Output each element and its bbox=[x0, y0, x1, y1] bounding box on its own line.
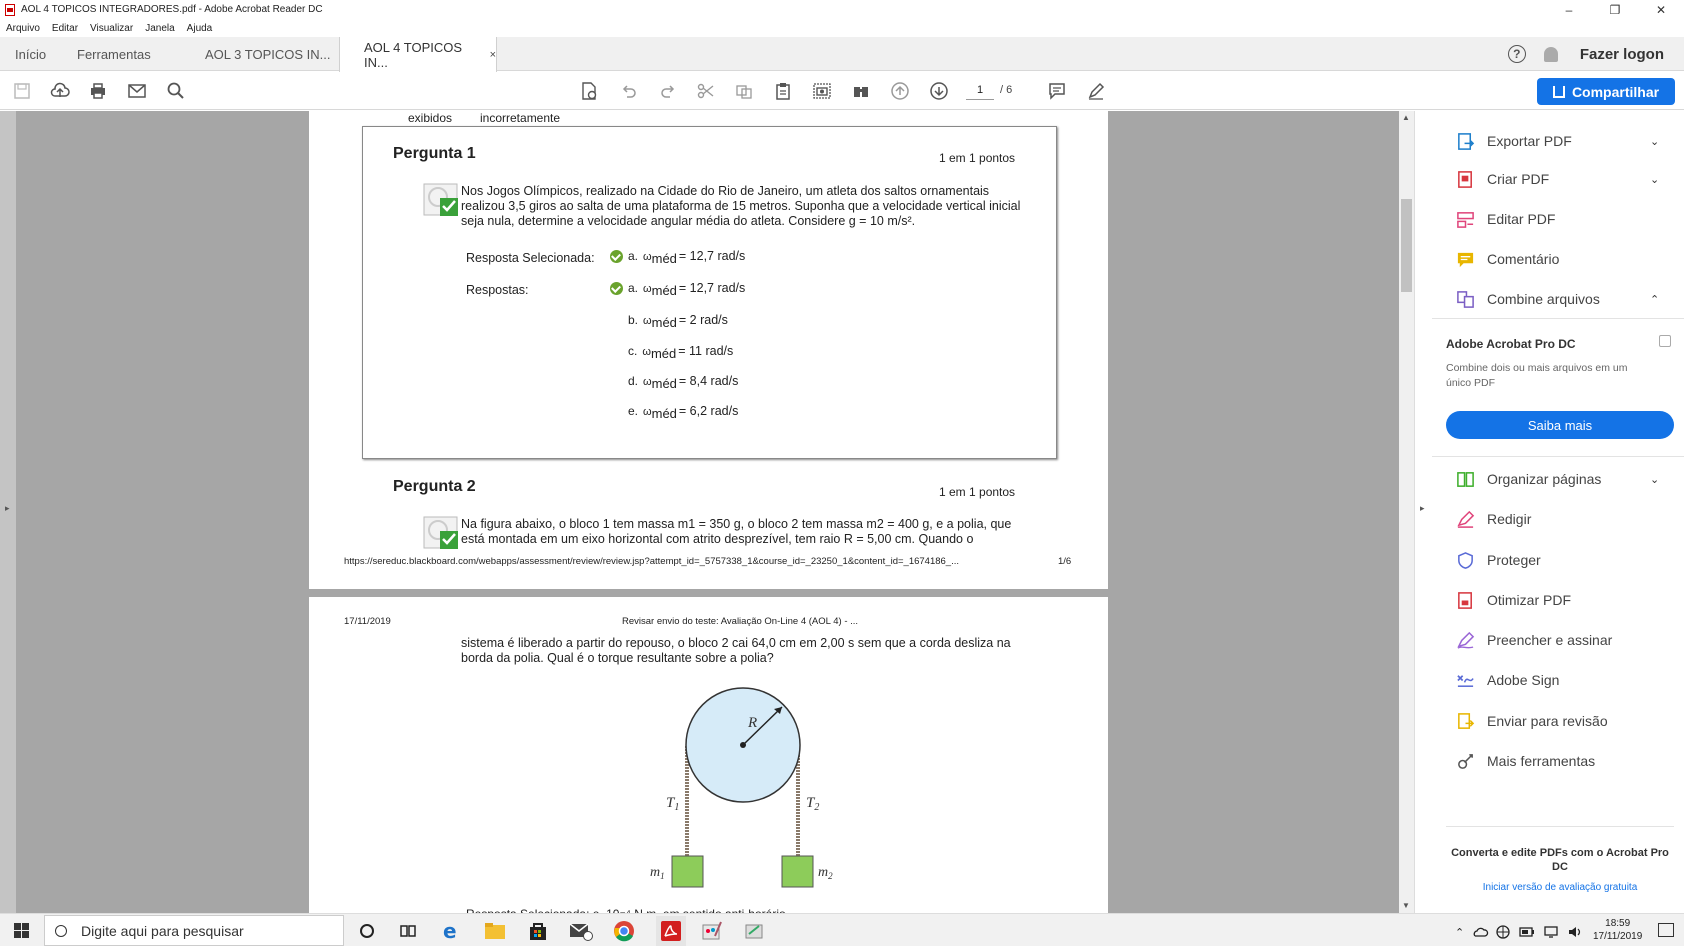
action-center-icon[interactable] bbox=[1658, 923, 1674, 937]
table-cut-right: incorretamente bbox=[480, 111, 561, 125]
export-pdf-icon bbox=[1456, 132, 1475, 151]
page-header-title: Revisar envio do teste: Avaliação On-Line 4 (AOL 4) - ... bbox=[622, 616, 859, 627]
answer-option-d: d. ω méd = 8,4 rad/s bbox=[628, 374, 739, 391]
email-icon[interactable] bbox=[126, 80, 148, 102]
tool-redigir[interactable]: Redigir bbox=[1456, 506, 1531, 532]
system-tray bbox=[1455, 925, 1581, 939]
page-footer-url: https://sereduc.blackboard.com/webapps/assessment/review/review.jsp?attempt_id=_5757338_1&course_id=_23250_1&content_id=_1674186_... bbox=[344, 556, 960, 567]
document-viewer[interactable] bbox=[0, 111, 1414, 913]
tool-organizar-paginas[interactable]: Organizar páginas ⌄ bbox=[1456, 466, 1601, 492]
menu-arquivo[interactable]: Arquivo bbox=[6, 22, 40, 34]
main-toolbar bbox=[0, 72, 1684, 110]
menu-bar bbox=[0, 19, 1684, 37]
page-header-date: 17/11/2019 bbox=[344, 616, 391, 627]
answer-option-b: b. ω méd = 2 rad/s bbox=[628, 313, 728, 330]
tab-doc-aol4[interactable] bbox=[339, 37, 497, 72]
paint-app-icon[interactable] bbox=[701, 920, 723, 942]
taskbar-search-input[interactable]: Digite aqui para pesquisar bbox=[44, 915, 344, 946]
question-1-title: Pergunta 1 bbox=[393, 145, 476, 162]
tray-chevron-up-icon[interactable]: ⌃ bbox=[1455, 926, 1465, 939]
tool-criar-pdf[interactable]: Criar PDF ⌄ bbox=[1456, 166, 1549, 192]
redact-icon bbox=[1456, 510, 1475, 529]
answer-option-c: c. ω méd = 11 rad/s bbox=[628, 344, 734, 361]
shield-icon bbox=[1456, 551, 1475, 570]
check-icon bbox=[610, 250, 623, 263]
mass-1-label: $m_1$ bbox=[650, 865, 665, 881]
comment-tool-icon bbox=[1456, 250, 1475, 269]
mass-2-label: $m_2$ bbox=[818, 865, 833, 881]
windows-start-icon[interactable] bbox=[14, 923, 29, 938]
tab-doc-aol4-label: AOL 4 TOPICOS IN... bbox=[364, 39, 463, 70]
print-icon[interactable] bbox=[87, 80, 109, 102]
convert-promo-text: Converta e edite PDFs com o Acrobat Pro DC bbox=[1451, 847, 1669, 873]
help-icon[interactable]: ? bbox=[1508, 45, 1526, 63]
create-pdf-icon bbox=[1456, 170, 1475, 189]
fill-sign-icon bbox=[1456, 631, 1475, 650]
selected-answer: a. ω méd = 12,7 rad/s bbox=[610, 248, 745, 263]
cortana-icon[interactable] bbox=[356, 920, 378, 942]
question-2-points: 1 em 1 pontos bbox=[939, 485, 1016, 499]
page-number-input[interactable]: 1 bbox=[966, 80, 994, 100]
share-button-label: Compartilhar bbox=[1571, 83, 1660, 100]
restore-button[interactable]: ❐ bbox=[1609, 2, 1621, 17]
onedrive-icon[interactable] bbox=[1473, 927, 1487, 937]
window-titlebar bbox=[0, 0, 1684, 19]
answer-option-e: e. ω méd = 6,2 rad/s bbox=[628, 404, 739, 421]
chrome-icon[interactable] bbox=[613, 920, 635, 942]
search-icon bbox=[55, 925, 67, 937]
prev-page-icon[interactable] bbox=[889, 80, 911, 102]
copy-icon[interactable] bbox=[733, 80, 755, 102]
close-window-button[interactable]: ✕ bbox=[1655, 2, 1667, 17]
next-page-icon[interactable] bbox=[928, 80, 950, 102]
protect-doc-icon[interactable] bbox=[578, 80, 600, 102]
mail-icon[interactable] bbox=[570, 920, 592, 942]
undo-icon[interactable] bbox=[618, 80, 640, 102]
pulley-figure bbox=[640, 681, 850, 896]
acrobat-app-icon bbox=[5, 4, 15, 16]
answers-label: Respostas: bbox=[466, 283, 529, 297]
question-2-title: Pergunta 2 bbox=[393, 478, 476, 495]
scrollbar-thumb[interactable] bbox=[1401, 199, 1412, 292]
volume-icon[interactable] bbox=[1567, 926, 1581, 938]
tools-pane bbox=[1432, 111, 1684, 913]
menu-editar[interactable]: Editar bbox=[51, 22, 79, 34]
question-2-text: Na figura abaixo, o bloco 1 tem massa m1 = 350 g, o bloco 2 tem massa m2 = 400 g, e a polia, que está montada em um eixo horizontal com atrito desprezível, tem raio R = 5,00 cm. Quando o bbox=[461, 517, 1012, 546]
free-trial-link[interactable]: Iniciar versão de avaliação gratuita bbox=[1482, 882, 1638, 893]
block-1 bbox=[672, 856, 703, 887]
binoculars-icon[interactable] bbox=[850, 80, 872, 102]
tool-editar-pdf[interactable]: Editar PDF bbox=[1456, 206, 1555, 232]
save-icon[interactable] bbox=[11, 80, 33, 102]
learn-more-button[interactable]: Saiba mais bbox=[1446, 411, 1674, 439]
tool-mais-ferramentas[interactable]: Mais ferramentas bbox=[1456, 748, 1595, 774]
clock-time: 18:59 bbox=[1605, 918, 1631, 929]
tool-proteger[interactable]: Proteger bbox=[1456, 547, 1541, 573]
svg-text:e: e bbox=[443, 919, 457, 943]
cut-icon[interactable] bbox=[695, 80, 717, 102]
radius-label: R bbox=[748, 715, 758, 731]
network-icon[interactable] bbox=[1496, 925, 1510, 939]
more-tools-icon bbox=[1456, 752, 1475, 771]
upload-cloud-icon[interactable] bbox=[49, 80, 71, 102]
menu-visualizar[interactable]: Visualizar bbox=[90, 22, 134, 34]
menu-janela[interactable]: Janela bbox=[145, 22, 175, 34]
selected-answer-label: Resposta Selecionada: bbox=[466, 251, 595, 265]
tension-2-label: $T_2$ bbox=[806, 795, 820, 813]
tool-combine-arquivos[interactable]: Combine arquivos ⌃ bbox=[1456, 286, 1600, 312]
left-panel-toggle[interactable]: ▸ bbox=[0, 111, 16, 913]
tool-adobe-sign[interactable]: Adobe Sign bbox=[1456, 667, 1559, 693]
menu-ajuda[interactable]: Ajuda bbox=[186, 22, 213, 34]
check-icon bbox=[610, 282, 623, 295]
tab-close-icon[interactable]: × bbox=[489, 48, 496, 61]
document-scrollbar[interactable]: ▲ ▼ bbox=[1399, 111, 1414, 913]
optimize-pdf-icon bbox=[1456, 591, 1475, 610]
snapshot-icon[interactable] bbox=[811, 80, 833, 102]
window-title: AOL 4 TOPICOS INTEGRADORES.pdf - Adobe Acrobat Reader DC bbox=[21, 4, 323, 15]
display-icon[interactable] bbox=[1544, 926, 1558, 938]
chevron-down-icon[interactable]: ⌄ bbox=[1650, 135, 1660, 148]
redo-icon[interactable] bbox=[657, 80, 679, 102]
tool-comentario[interactable]: Comentário bbox=[1456, 246, 1559, 272]
adobe-sign-icon bbox=[1456, 671, 1475, 690]
store-icon[interactable] bbox=[527, 920, 549, 942]
file-explorer-icon[interactable] bbox=[484, 920, 506, 942]
question-2-text-continued: sistema é liberado a partir do repouso, o bloco 2 cai 64,0 cm em 2,00 s sem que a corda desliza na borda da polia. Qual é o torque resultante sobre a polia? bbox=[461, 636, 1011, 665]
organize-pages-icon bbox=[1456, 470, 1475, 489]
taskbar-clock[interactable] bbox=[1593, 917, 1642, 943]
windows-taskbar bbox=[0, 913, 1684, 946]
chevron-up-icon[interactable]: ⌃ bbox=[1650, 293, 1660, 306]
tool-preencher-assinar[interactable]: Preencher e assinar bbox=[1456, 627, 1612, 653]
battery-icon[interactable] bbox=[1519, 926, 1535, 938]
edit-pdf-icon bbox=[1456, 210, 1475, 229]
send-review-icon bbox=[1456, 712, 1475, 731]
tab-bar bbox=[0, 37, 1684, 71]
answer-option-a: a. ω méd = 12,7 rad/s bbox=[610, 280, 745, 295]
comment-icon[interactable] bbox=[1046, 80, 1068, 102]
acrobat-reader-taskbar-icon[interactable] bbox=[656, 916, 686, 946]
notification-bell-icon[interactable] bbox=[1544, 47, 1558, 62]
right-panel-toggle[interactable]: ▸ bbox=[1414, 111, 1432, 913]
share-icon bbox=[1553, 86, 1565, 98]
chevron-down-icon[interactable]: ⌄ bbox=[1650, 173, 1660, 186]
paste-icon[interactable] bbox=[772, 80, 794, 102]
task-view-icon[interactable] bbox=[397, 920, 419, 942]
minimize-button[interactable]: – bbox=[1565, 2, 1573, 17]
share-button[interactable] bbox=[1537, 78, 1675, 105]
chevron-down-icon[interactable]: ⌄ bbox=[1650, 473, 1660, 486]
search-icon[interactable] bbox=[165, 80, 187, 102]
question-1-points: 1 em 1 pontos bbox=[939, 151, 1016, 165]
block-2 bbox=[782, 856, 813, 887]
table-cut-left: exibidos bbox=[408, 111, 453, 125]
tool-otimizar-pdf[interactable]: Otimizar PDF bbox=[1456, 587, 1571, 613]
tab-tools[interactable]: Ferramentas bbox=[77, 46, 151, 62]
tab-home[interactable]: Início bbox=[15, 46, 47, 62]
page-total: / 6 bbox=[1000, 84, 1013, 96]
clock-date: 17/11/2019 bbox=[1593, 931, 1643, 942]
correct-answer-icon bbox=[424, 184, 459, 217]
promo-title: Adobe Acrobat Pro DC bbox=[1446, 337, 1576, 351]
question-1-text: Nos Jogos Olímpicos, realizado na Cidade do Rio de Janeiro, um atleta dos saltos ornamentais realizou 3,5 giros ao salta de uma plataforma de 15 metros. Suponha que a velocidade vertical inicial seja nula, determine a velocidade angular média do atleta. Considere g = 10 m/s². bbox=[461, 184, 1021, 228]
pen-sign-icon[interactable] bbox=[1085, 80, 1107, 102]
correct-answer-icon bbox=[424, 517, 459, 550]
login-link[interactable]: Fazer logon bbox=[1579, 45, 1664, 63]
tension-1-label: $T_1$ bbox=[666, 795, 680, 813]
tool-enviar-revisao[interactable]: Enviar para revisão bbox=[1456, 708, 1608, 734]
promo-description: Combine dois ou mais arquivos em um único PDF bbox=[1446, 362, 1628, 389]
combine-files-icon bbox=[1456, 290, 1475, 309]
promo-close-icon[interactable] bbox=[1659, 335, 1671, 347]
page-footer-number: 1/6 bbox=[1058, 556, 1072, 567]
tool-exportar-pdf[interactable]: Exportar PDF ⌄ bbox=[1456, 128, 1572, 154]
app-icon[interactable] bbox=[743, 920, 765, 942]
edge-browser-icon[interactable] bbox=[441, 920, 463, 942]
tab-doc-aol3[interactable]: AOL 3 TOPICOS IN... bbox=[205, 46, 331, 62]
